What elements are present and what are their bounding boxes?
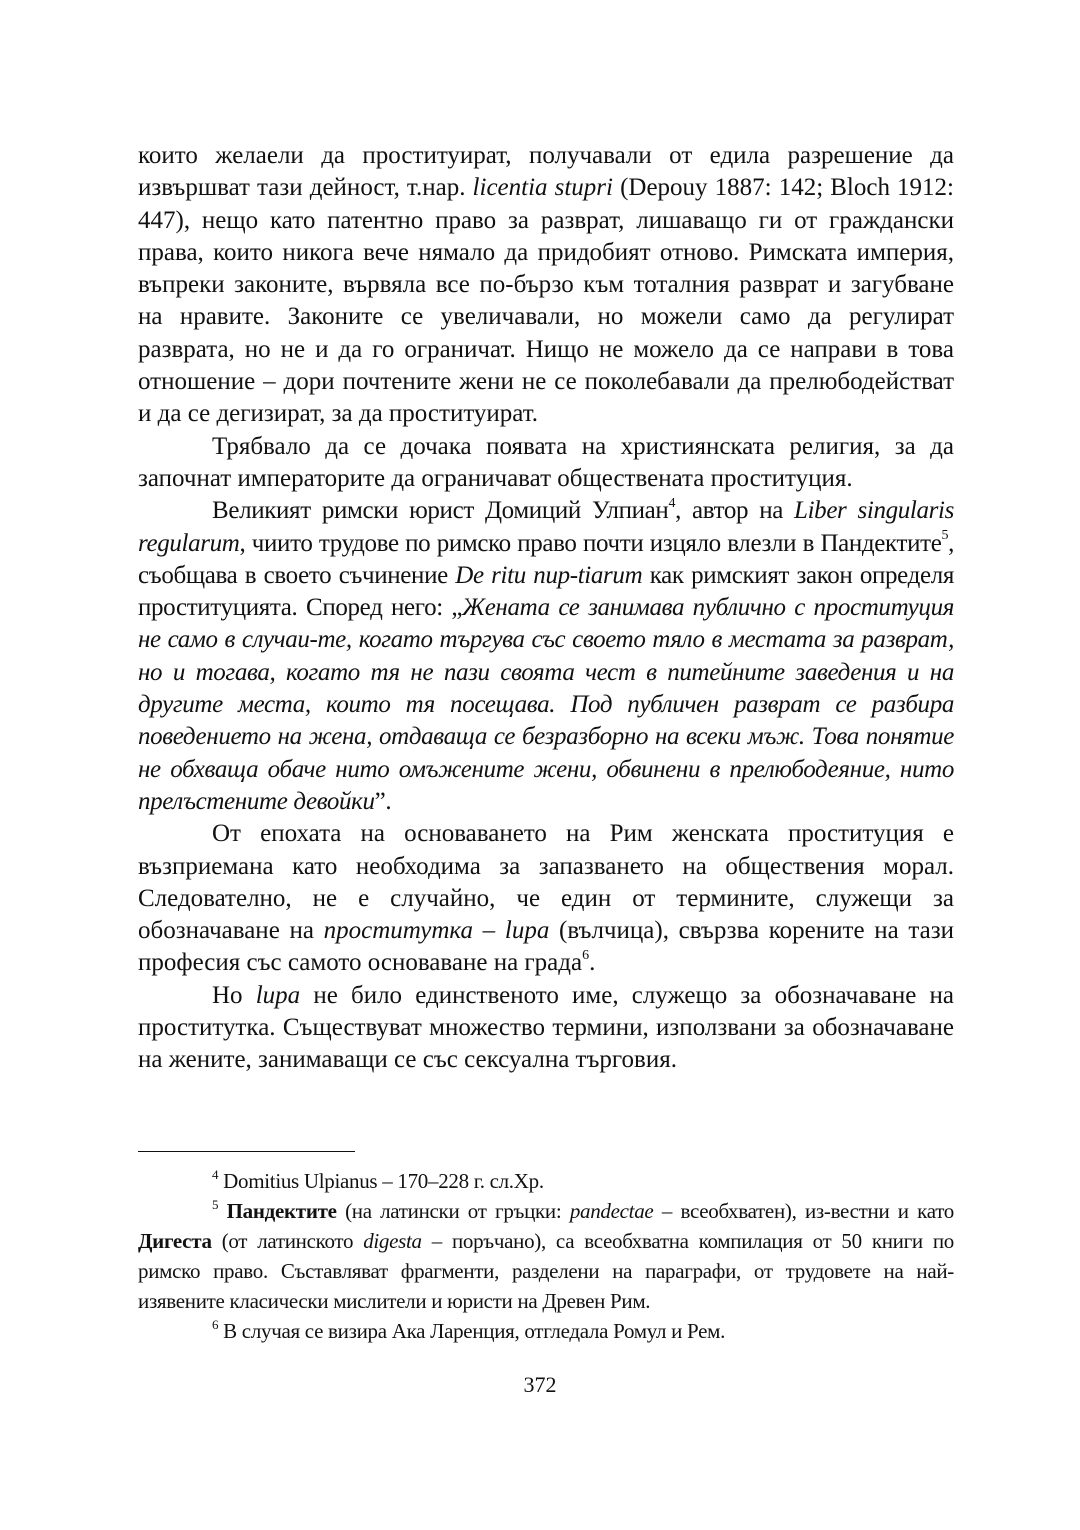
text-run [218, 1199, 226, 1223]
italic-text: Жената се занимава публично с проституция не само в случаи-те, когато търгува със своето тяло в местата за разврат, но и тогава, когато тя не пази своята чест в питейните заведения и на другите места, които тя посещава. Под публичен разврат се разбира поведението на жена, отдаваща се безразборно на всеки мъж. Това понятие не обхваща обаче нито омъжените жени, обвинени в прелюбодеяние, нито прелъстените девойки [138, 594, 954, 815]
text-run: . [589, 949, 596, 977]
footnote-ref: 4 [668, 495, 676, 511]
page-number: 372 [523, 1372, 557, 1397]
text-run: В случая се визира Ака Ларенция, отгледала Ромул и Рем. [218, 1319, 726, 1343]
italic-text: digesta [363, 1229, 422, 1253]
italic-text: licentia stupri [472, 174, 613, 202]
text-run: Но [212, 981, 256, 1009]
text-run: – всеобхватен), из-вестни и като [653, 1199, 954, 1223]
paragraph-4 [138, 818, 954, 979]
text-run: , автор на [675, 497, 795, 525]
footnote-ref: 4 [212, 1167, 219, 1182]
footnote-ref: 5 [941, 528, 949, 544]
text-run: (вълчица), свързва корените на тази професия със самото основаване на града [138, 917, 954, 977]
footnotes [138, 1166, 954, 1346]
text-run: (Depouy 1887: 142; Bloch 1912: 447), нещо като патентно право за разврат, лишаващо ги от граждански права, които никога вече нямало да придобият отново. Римската империя, въпреки законите, вървяла все по-бързо към тоталния разврат и загубване на нравите. Законите се увеличавали, но можели само да регулират разврата, но не и да го ограничат. Нищо не можело да се направи в това отношение – дори почтените жени не се поколебавали да прелюбодействат и да се дегизират, за да проституират. [138, 174, 955, 428]
text-run: , съобщава в своето съчинение [138, 529, 954, 589]
italic-text: lupa [255, 981, 301, 1009]
bold-text: Дигеста [138, 1229, 212, 1253]
italic-text: проститутка [323, 917, 473, 945]
paragraph-5 [138, 980, 954, 1077]
footnote-ref: 5 [212, 1197, 219, 1212]
footnote-5 [138, 1196, 954, 1316]
text-run: как римският закон определя проституцията. Според него: „ [138, 561, 954, 622]
text-run: , чиито трудове по римско право почти изцяло влезли в Пандектите [239, 529, 942, 557]
text-run: които желаели да проституират, получавали от едила разрешение да извършват тази дейност, т.нар. [138, 142, 954, 202]
text-run: – [472, 917, 505, 945]
footnote-separator [138, 1151, 355, 1152]
italic-text: lupa [504, 917, 550, 945]
text-run: Domitius Ulpianus – 170–228 г. сл.Хр. [218, 1169, 544, 1193]
main-text [138, 140, 954, 1077]
text-run: (на латински от гръцки: [336, 1199, 570, 1223]
bold-text: Пандектите [226, 1199, 337, 1223]
paragraph-2 [138, 431, 954, 496]
text-run: Трябвало да се дочака появата на християнската религия, за да започнат императорите да ограничават обществената проституция. [138, 432, 954, 492]
footnote-ref: 6 [582, 948, 590, 964]
text-run: (от латинското [211, 1229, 364, 1253]
footnote-4 [138, 1166, 954, 1196]
italic-text: Liber singularis regularum [138, 497, 955, 557]
text-run: Великият римски юрист Домиций Улпиан [212, 497, 669, 525]
italic-text: De ritu nup-tiarum [455, 561, 643, 589]
paragraph-1 [138, 140, 954, 431]
paragraph-3 [138, 495, 954, 818]
italic-text: pandectae [569, 1199, 654, 1223]
footnote-6 [138, 1316, 954, 1346]
footnote-ref: 6 [212, 1317, 219, 1332]
text-run: – поръчано), са всеобхватна компилация от 50 книги по римско право. Съставляват фрагменти, разделени на параграфи, от трудовете на най-изявените класически мислители и юристи на Древен Рим. [138, 1229, 954, 1313]
text-run: ”. [374, 787, 392, 815]
text-run: не било единственото име, служещо за обозначаване на проститутка. Съществуват множество термини, използвани за обозначаване на жените, занимаващи се със сексуална търговия. [138, 981, 954, 1074]
text-run: От епохата на основаването на Рим женската проституция е възприемана като необходима за запазването на обществения морал. Следователно, не е случайно, че един от термините, служещи за обозначаване на [138, 820, 954, 945]
